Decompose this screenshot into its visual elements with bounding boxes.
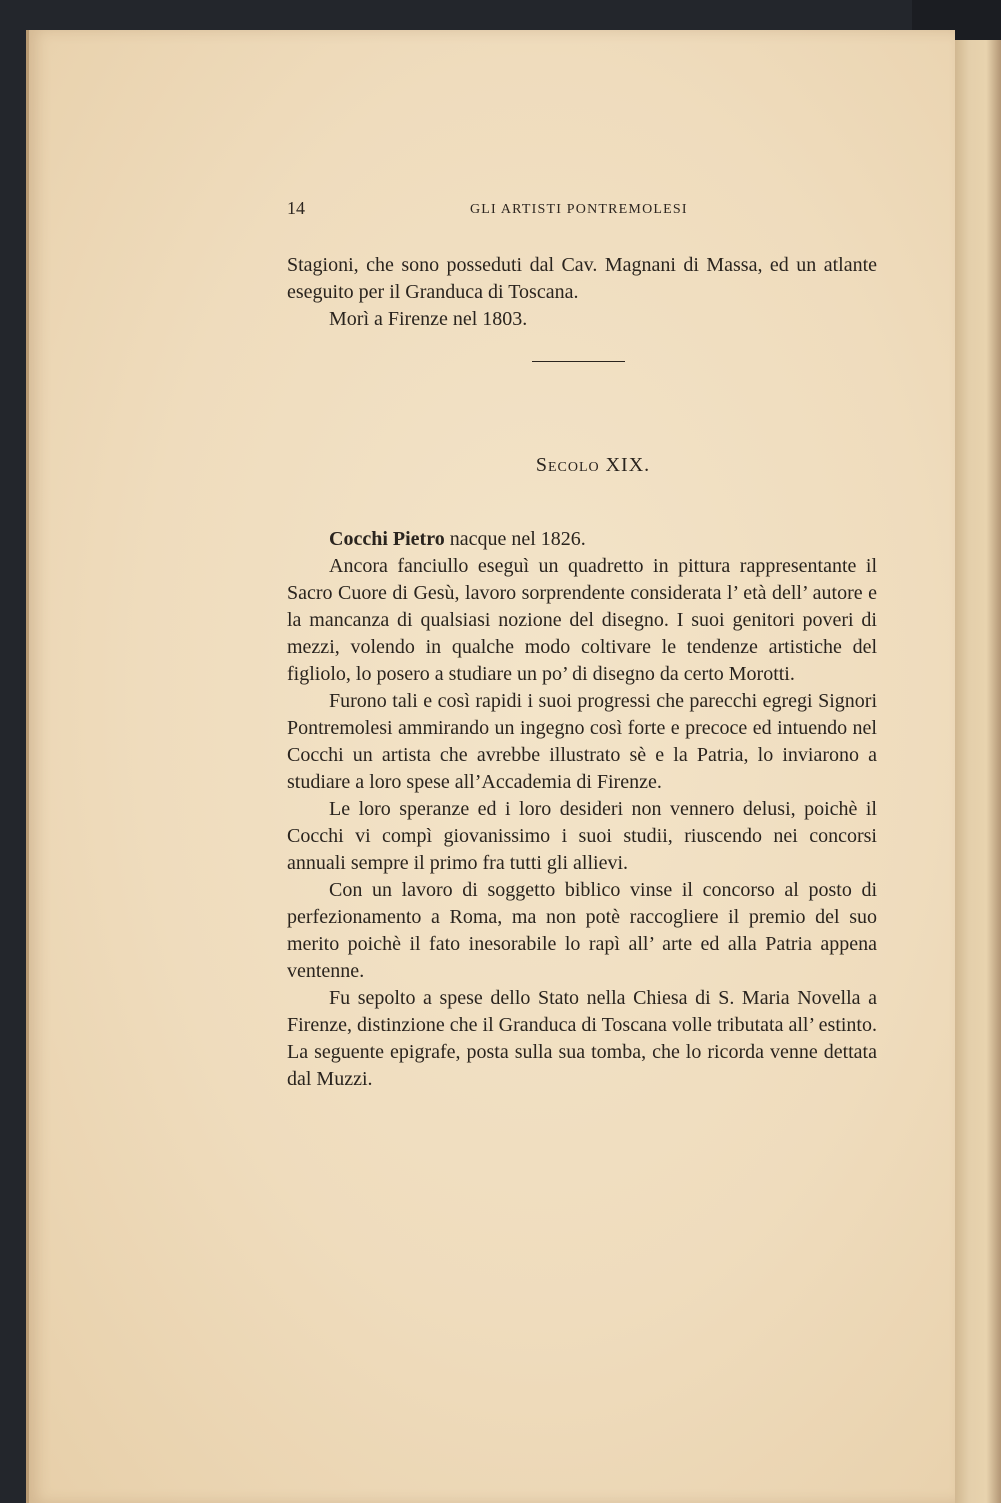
page-header: [287, 198, 887, 228]
artist-birth: nacque nel 1826.: [449, 528, 586, 550]
entry-heading: [287, 526, 877, 553]
artist-name: Cocchi Pietro: [329, 528, 445, 550]
section-title: Secolo XIX.: [535, 454, 651, 476]
paragraph-burial: Fu sepolto a spese dello Stato nella Chiesa di S. Maria Novella a Firenze, distinzione che il Granduca di Toscana volle tributata all’ estinto. La seguente epigrafe, posta sulla sua tomba, che lo ricorda venne dettata dal Muzzi.: [287, 987, 877, 1090]
continuation-paragraph: Stagioni, che sono posseduti dal Cav. Magnani di Massa, ed un atlante eseguito per il Granduca di Toscana.: [287, 254, 877, 303]
entry-body: [287, 526, 877, 1093]
page-number: 14: [287, 198, 305, 218]
paragraph-academy: Furono tali e così rapidi i suoi progressi che parecchi egregi Signori Pontremolesi ammirando un ingegno così forte e precoce ed intuendo nel Cocchi un artista che avrebbe illustrato sè e la Patria, lo inviarono a studiare a loro spese all’Accademia di Firenze.: [287, 690, 877, 793]
death-line: Morì a Firenze nel 1803.: [329, 308, 528, 330]
running-title: GLI ARTISTI PONTREMOLESI: [470, 202, 688, 217]
paragraph-studies: Le loro speranze ed i loro desideri non vennero delusi, poichè il Cocchi vi compì giovanissimo i suoi studii, riuscendo nei concorsi annuali sempre il primo fra tutti gli allievi.: [287, 798, 877, 874]
section-divider: [532, 361, 625, 362]
paragraph-rome: Con un lavoro di soggetto biblico vinse il concorso al posto di perfezionamento a Roma, ma non potè raccogliere il premio del suo merito poichè il fato inesorabile lo rapì all’ arte ed alla Patria appena ventenne.: [287, 879, 877, 982]
page-edge-stack: [952, 40, 1001, 1503]
paragraph-childhood: Ancora fanciullo eseguì un quadretto in pittura rappresentante il Sacro Cuore di Gesù, lavoro sorprendente considerata l’ età dell’ autore e la mancanza di qualsiasi nozione del disegno. I suoi genitori poveri di mezzi, volendo in qualche modo coltivare le tendenze artistiche del figliolo, lo posero a studiare un po’ di disegno da certo Morotti.: [287, 555, 877, 685]
